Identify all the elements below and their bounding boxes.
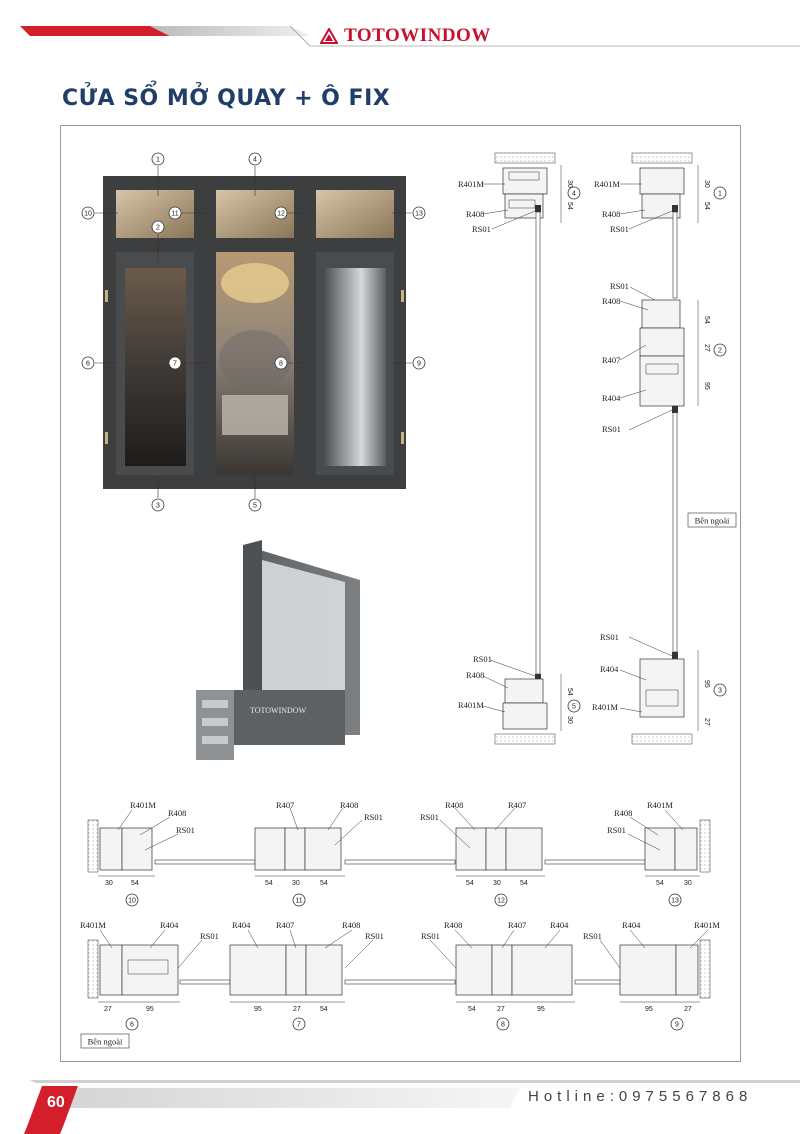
svg-text:6: 6 xyxy=(130,1021,134,1029)
svg-text:RS01: RS01 xyxy=(610,224,629,234)
svg-text:27: 27 xyxy=(684,1006,692,1013)
svg-text:27: 27 xyxy=(104,1006,112,1013)
svg-text:R401M: R401M xyxy=(458,700,484,710)
svg-text:95: 95 xyxy=(254,1006,262,1013)
svg-text:RS01: RS01 xyxy=(176,825,195,835)
svg-text:54: 54 xyxy=(703,316,710,324)
svg-text:7: 7 xyxy=(173,360,177,368)
svg-text:30: 30 xyxy=(684,880,692,887)
svg-text:8: 8 xyxy=(501,1021,505,1029)
outside-label-b: Bên ngoài xyxy=(694,515,730,526)
callout-1 xyxy=(152,153,164,165)
svg-text:R401M: R401M xyxy=(594,179,620,189)
svg-text:11: 11 xyxy=(171,210,179,218)
svg-text:11: 11 xyxy=(295,897,303,905)
svg-text:8: 8 xyxy=(279,360,283,368)
callout-2 xyxy=(152,221,164,233)
svg-text:54: 54 xyxy=(131,880,139,887)
svg-text:R408: R408 xyxy=(168,808,187,818)
svg-text:54: 54 xyxy=(566,202,573,210)
svg-text:RS01: RS01 xyxy=(200,931,219,941)
svg-text:12: 12 xyxy=(497,897,505,905)
svg-text:95: 95 xyxy=(537,1006,545,1013)
svg-text:R407: R407 xyxy=(602,355,621,365)
svg-text:RS01: RS01 xyxy=(473,654,492,664)
svg-text:R408: R408 xyxy=(614,808,633,818)
horizontal-sections-row1 xyxy=(88,800,710,906)
profile-3d-render xyxy=(196,540,360,760)
svg-text:RS01: RS01 xyxy=(610,281,629,291)
svg-text:R401M: R401M xyxy=(694,920,720,930)
callout-12 xyxy=(275,207,287,219)
svg-text:1: 1 xyxy=(718,190,722,198)
page-number: 60 xyxy=(47,1094,65,1111)
svg-text:R401M: R401M xyxy=(130,800,156,810)
svg-text:RS01: RS01 xyxy=(365,931,384,941)
callout-4 xyxy=(249,153,261,165)
svg-text:54: 54 xyxy=(703,202,710,210)
svg-text:R401M: R401M xyxy=(458,179,484,189)
svg-text:R404: R404 xyxy=(622,920,641,930)
svg-text:54: 54 xyxy=(466,880,474,887)
svg-text:13: 13 xyxy=(415,210,423,218)
svg-text:R401M: R401M xyxy=(647,800,673,810)
svg-text:RS01: RS01 xyxy=(583,931,602,941)
svg-text:27: 27 xyxy=(703,344,710,352)
svg-text:4: 4 xyxy=(253,156,257,164)
svg-text:R404: R404 xyxy=(232,920,251,930)
vertical-section-a xyxy=(458,153,580,744)
svg-text:54: 54 xyxy=(320,1006,328,1013)
svg-text:R404: R404 xyxy=(550,920,569,930)
svg-text:95: 95 xyxy=(645,1006,653,1013)
svg-text:12: 12 xyxy=(277,210,285,218)
svg-text:30: 30 xyxy=(493,880,501,887)
svg-text:54: 54 xyxy=(468,1006,476,1013)
svg-text:R407: R407 xyxy=(508,800,527,810)
svg-text:R408: R408 xyxy=(466,670,485,680)
svg-text:RS01: RS01 xyxy=(600,632,619,642)
svg-text:95: 95 xyxy=(146,1006,154,1013)
svg-text:10: 10 xyxy=(128,897,136,905)
svg-text:5: 5 xyxy=(572,703,576,711)
svg-text:2: 2 xyxy=(718,347,722,355)
svg-text:3: 3 xyxy=(156,502,160,510)
svg-text:95: 95 xyxy=(703,680,710,688)
svg-text:30: 30 xyxy=(566,716,573,724)
svg-text:1: 1 xyxy=(156,156,160,164)
svg-text:54: 54 xyxy=(265,880,273,887)
svg-text:54: 54 xyxy=(320,880,328,887)
svg-text:R407: R407 xyxy=(508,920,527,930)
svg-text:30: 30 xyxy=(105,880,113,887)
svg-text:R404: R404 xyxy=(160,920,179,930)
svg-text:RS01: RS01 xyxy=(472,224,491,234)
svg-text:R408: R408 xyxy=(340,800,359,810)
svg-text:RS01: RS01 xyxy=(420,812,439,822)
svg-text:6: 6 xyxy=(86,360,90,368)
svg-text:RS01: RS01 xyxy=(364,812,383,822)
callout-7 xyxy=(169,357,181,369)
svg-text:R408: R408 xyxy=(342,920,361,930)
window-elevation xyxy=(103,176,406,489)
svg-text:9: 9 xyxy=(417,360,421,368)
svg-text:27: 27 xyxy=(497,1006,505,1013)
callout-13 xyxy=(413,207,425,219)
svg-text:R407: R407 xyxy=(276,920,295,930)
svg-text:4: 4 xyxy=(572,190,576,198)
svg-text:R401M: R401M xyxy=(592,702,618,712)
svg-text:R407: R407 xyxy=(276,800,295,810)
svg-text:2: 2 xyxy=(156,224,160,232)
svg-text:10: 10 xyxy=(84,210,92,218)
svg-text:27: 27 xyxy=(703,718,710,726)
svg-text:27: 27 xyxy=(293,1006,301,1013)
svg-text:R408: R408 xyxy=(602,296,621,306)
svg-text:R408: R408 xyxy=(444,920,463,930)
svg-text:30: 30 xyxy=(566,180,573,188)
callout-10 xyxy=(82,207,94,219)
callout-6 xyxy=(82,357,94,369)
svg-text:R404: R404 xyxy=(600,664,619,674)
page-title: CỬA SỔ MỞ QUAY + Ô FIX xyxy=(62,86,391,111)
svg-text:30: 30 xyxy=(292,880,300,887)
svg-text:95: 95 xyxy=(703,382,710,390)
callout-3 xyxy=(152,499,164,511)
brand-name: TOTOWINDOW xyxy=(344,25,491,46)
svg-text:R408: R408 xyxy=(602,209,621,219)
svg-text:RS01: RS01 xyxy=(602,424,621,434)
svg-text:R408: R408 xyxy=(466,209,485,219)
svg-text:R401M: R401M xyxy=(80,920,106,930)
svg-text:9: 9 xyxy=(675,1021,679,1029)
callout-11 xyxy=(169,207,181,219)
svg-text:54: 54 xyxy=(566,688,573,696)
callout-8 xyxy=(275,357,287,369)
callout-5 xyxy=(249,499,261,511)
profile-logo-text: TOTOWINDOW xyxy=(250,706,307,715)
vertical-section-b xyxy=(592,153,736,744)
svg-text:R408: R408 xyxy=(445,800,464,810)
horizontal-sections-row2 xyxy=(80,920,720,1048)
svg-text:R404: R404 xyxy=(602,393,621,403)
outside-label-row2: Bên ngoài xyxy=(87,1036,123,1047)
svg-text:13: 13 xyxy=(671,897,679,905)
svg-text:RS01: RS01 xyxy=(607,825,626,835)
svg-text:RS01: RS01 xyxy=(421,931,440,941)
svg-text:30: 30 xyxy=(703,180,710,188)
svg-text:54: 54 xyxy=(656,880,664,887)
hotline: Hotline:0975567868 xyxy=(528,1088,753,1105)
svg-text:7: 7 xyxy=(297,1021,301,1029)
svg-text:5: 5 xyxy=(253,502,257,510)
svg-text:54: 54 xyxy=(520,880,528,887)
svg-text:3: 3 xyxy=(718,687,722,695)
callout-9 xyxy=(413,357,425,369)
